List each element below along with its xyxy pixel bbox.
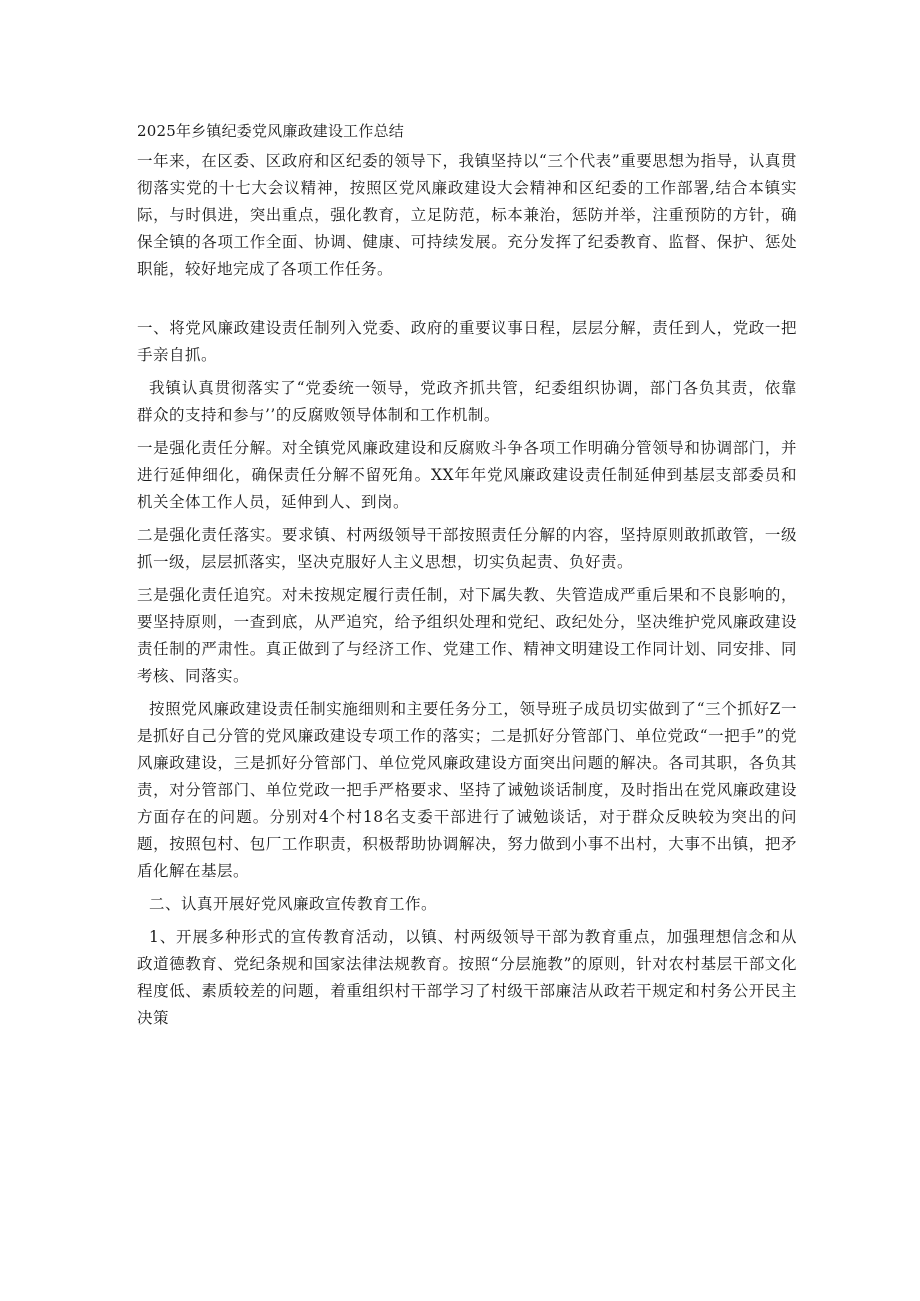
- section-spacer: [137, 289, 797, 315]
- responsibility-decomposition: 一是强化责任分解。对全镇党风廉政建设和反腐败斗争各项工作明确分管领导和协调部门，并进行延伸细化，确保责任分解不留死角。XX年年党风廉政建设责任制延伸到基层支部委员和机关全体工作人员，延伸到人、到岗。: [137, 439, 797, 511]
- responsibility-accountability: 三是强化责任追究。对未按规定履行责任制，对下属失教、失管造成严重后果和不良影响的，要坚持原则，一查到底，从严追究，给予组织处理和党纪、政纪处分，坚决维护党风廉政建设责任制的严肃性。真正做到了与经济工作、党建工作、精神文明建设工作同计划、同安排、同考核、同落实。: [137, 586, 797, 685]
- document-page: [137, 118, 797, 1038]
- document-title: 2025年乡镇纪委党风廉政建设工作总结: [137, 122, 404, 140]
- section-1-heading: 一、将党风廉政建设责任制列入党委、政府的重要议事日程，层层分解，责任到人，党政一把手亲自抓。: [137, 319, 797, 364]
- section-2-heading: 二、认真开展好党风廉政宣传教育工作。: [149, 895, 438, 913]
- education-activities-paragraph: 1、开展多种形式的宣传教育活动，以镇、村两级领导干部为教育重点，加强理想信念和从政道德教育、党纪条规和国家法律法规教育。按照“分层施教”的原则，针对农村基层干部文化程度低、素质较差的问题，着重组织村干部学习了村级干部廉洁从政若干规定和村务公开民主决策: [137, 928, 797, 1027]
- three-focus-paragraph: 按照党风廉政建设责任制实施细则和主要任务分工，领导班子成员切实做到了“三个抓好Z一是抓好自己分管的党风廉政建设专项工作的落实；二是抓好分管部门、单位党政“一把手”的党风廉政建设，三是抓好分管部门、单位党风廉政建设方面突出问题的解决。各司其职，各负其责，对分管部门、单位党政一把手严格要求、坚持了诫勉谈话制度，及时指出在党风廉政建设方面存在的问题。分别对4个村18名支委干部进行了诫勉谈话，对于群众反映较为突出的问题，按照包村、包厂工作职责，积极帮助协调解决，努力做到小事不出村，大事不出镇，把矛盾化解在基层。: [137, 700, 797, 880]
- responsibility-implementation: 二是强化责任落实。要求镇、村两级领导干部按照责任分解的内容，坚持原则敢抓敢管，一级抓一级，层层抓落实，坚决克服好人主义思想，切实负起责、负好责。: [137, 526, 797, 571]
- intro-paragraph: 一年来，在区委、区政府和区纪委的领导下，我镇坚持以“三个代表”重要思想为指导，认真贯彻落实党的十七大会议精神，按照区党风廉政建设大会精神和区纪委的工作部署,结合本镇实际，与时俱进，突出重点，强化教育，立足防范，标本兼治，惩防并举，注重预防的方针，确保全镇的各项工作全面、协调、健康、可持续发展。充分发挥了纪委教育、监督、保护、惩处职能，较好地完成了各项工作任务。: [137, 152, 797, 278]
- section-1-intro: 我镇认真贯彻落实了“党委统一领导，党政齐抓共管，纪委组织协调，部门各负其责，依靠群众的支持和参与’’的反腐败领导体制和工作机制。: [137, 379, 797, 424]
